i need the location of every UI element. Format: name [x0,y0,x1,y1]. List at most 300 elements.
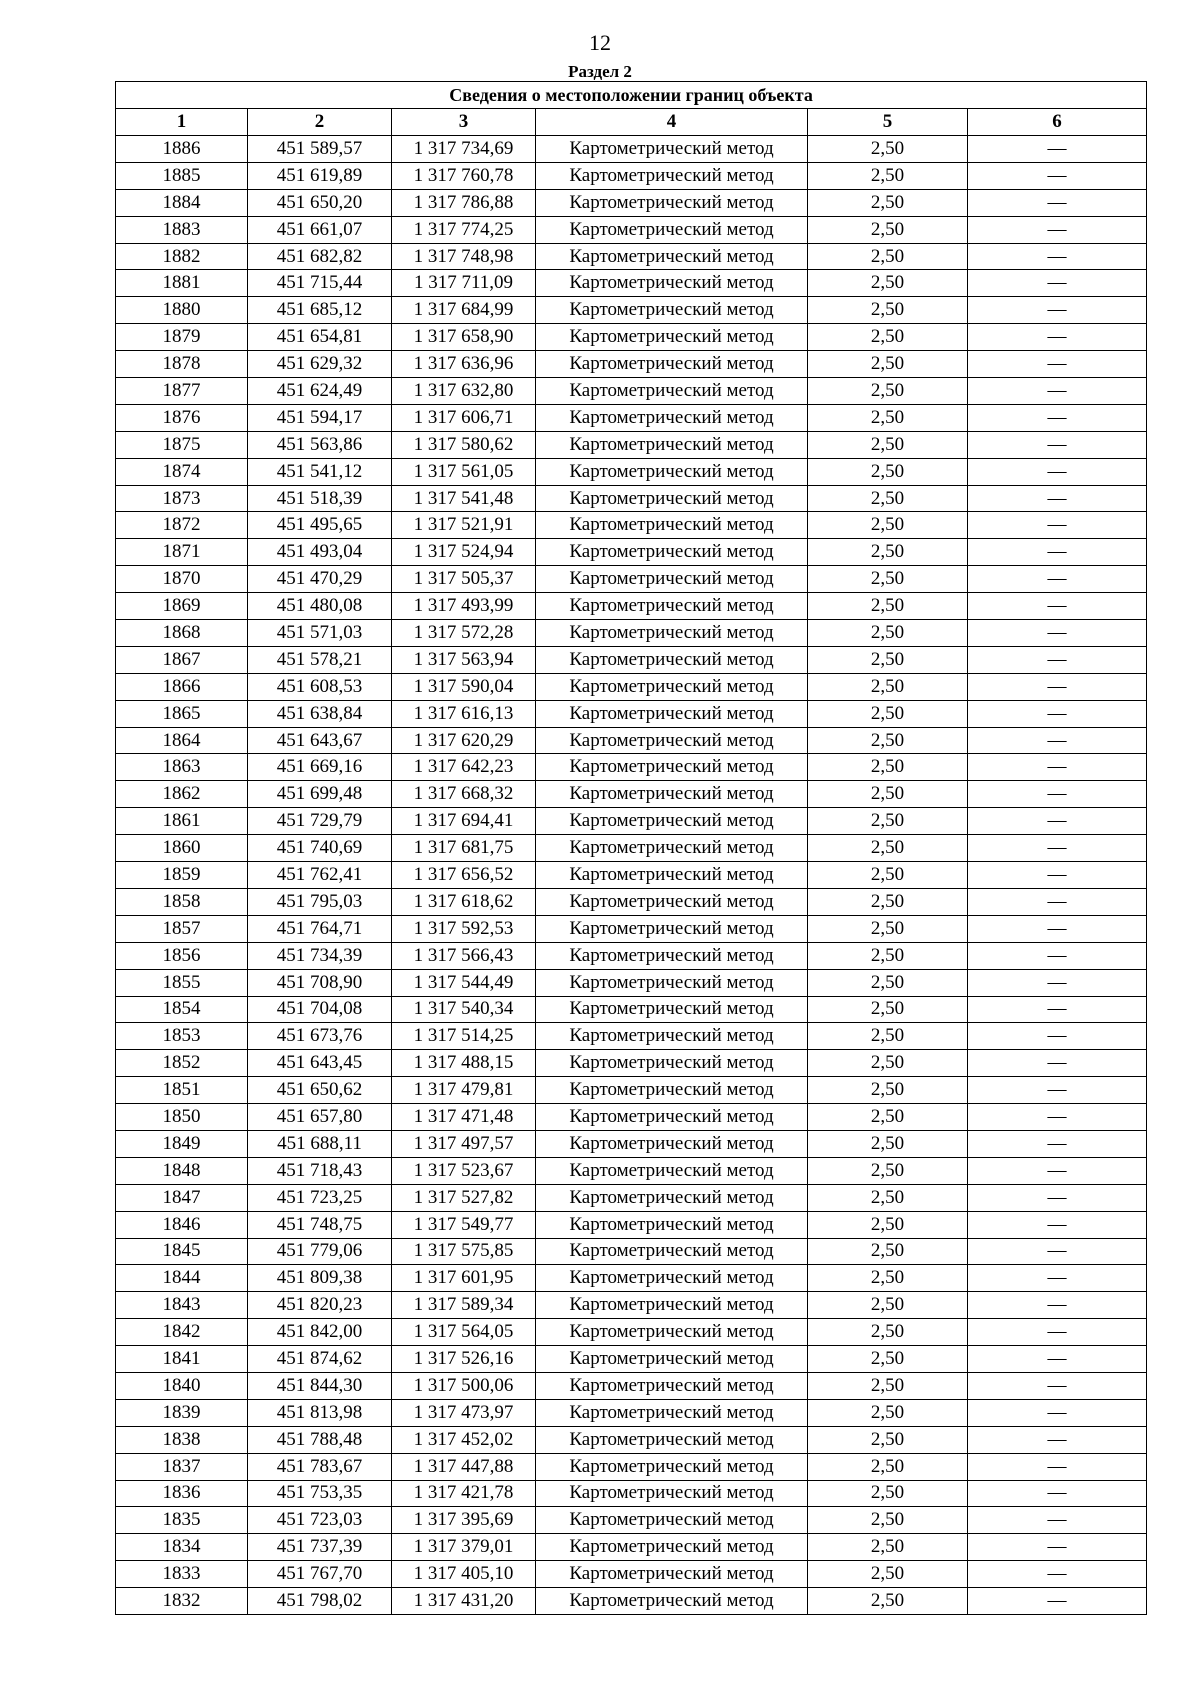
cell-point-number: 1860 [116,835,248,862]
table-row [116,1157,1147,1184]
cell-coordinate-y: 1 317 471,48 [392,1104,536,1131]
table-row [116,996,1147,1023]
cell-method: Картометрический метод [536,1104,808,1131]
cell-coordinate-x: 451 874,62 [248,1346,392,1373]
page-number: 12 [589,30,611,55]
cell-point-number: 1872 [116,512,248,539]
cell-accuracy: 2,50 [808,458,968,485]
table-row [116,404,1147,431]
cell-accuracy: 2,50 [808,270,968,297]
cell-point-number: 1859 [116,862,248,889]
cell-method: Картометрический метод [536,512,808,539]
cell-description: — [968,888,1147,915]
cell-coordinate-x: 451 762,41 [248,862,392,889]
cell-coordinate-y: 1 317 505,37 [392,566,536,593]
table-row [116,1399,1147,1426]
cell-description: — [968,942,1147,969]
cell-accuracy: 2,50 [808,243,968,270]
cell-coordinate-x: 451 654,81 [248,324,392,351]
cell-method: Картометрический метод [536,1561,808,1588]
cell-coordinate-y: 1 317 514,25 [392,1023,536,1050]
table-row [116,351,1147,378]
cell-accuracy: 2,50 [808,566,968,593]
cell-coordinate-y: 1 317 379,01 [392,1534,536,1561]
cell-coordinate-x: 451 734,39 [248,942,392,969]
cell-coordinate-x: 451 518,39 [248,485,392,512]
cell-accuracy: 2,50 [808,1453,968,1480]
cell-description: — [968,1319,1147,1346]
cell-point-number: 1833 [116,1561,248,1588]
table-row [116,1507,1147,1534]
cell-description: — [968,1426,1147,1453]
cell-point-number: 1845 [116,1238,248,1265]
cell-point-number: 1839 [116,1399,248,1426]
cell-coordinate-y: 1 317 668,32 [392,781,536,808]
cell-method: Картометрический метод [536,431,808,458]
cell-point-number: 1842 [116,1319,248,1346]
cell-point-number: 1848 [116,1157,248,1184]
table-row [116,243,1147,270]
cell-description: — [968,324,1147,351]
cell-description: — [968,727,1147,754]
cell-method: Картометрический метод [536,1157,808,1184]
cell-coordinate-x: 451 764,71 [248,915,392,942]
cell-point-number: 1862 [116,781,248,808]
table-row [116,1534,1147,1561]
cell-description: — [968,915,1147,942]
cell-method: Картометрический метод [536,324,808,351]
column-number-6: 6 [968,109,1147,136]
cell-method: Картометрический метод [536,862,808,889]
cell-point-number: 1834 [116,1534,248,1561]
cell-point-number: 1836 [116,1480,248,1507]
cell-point-number: 1838 [116,1426,248,1453]
cell-coordinate-y: 1 317 694,41 [392,808,536,835]
cell-coordinate-x: 451 688,11 [248,1130,392,1157]
cell-accuracy: 2,50 [808,404,968,431]
cell-point-number: 1840 [116,1372,248,1399]
cell-coordinate-y: 1 317 405,10 [392,1561,536,1588]
cell-point-number: 1857 [116,915,248,942]
cell-coordinate-x: 451 638,84 [248,700,392,727]
cell-coordinate-y: 1 317 564,05 [392,1319,536,1346]
cell-accuracy: 2,50 [808,1561,968,1588]
cell-coordinate-y: 1 317 561,05 [392,458,536,485]
cell-point-number: 1873 [116,485,248,512]
table-row [116,216,1147,243]
table-row [116,378,1147,405]
cell-description: — [968,485,1147,512]
cell-accuracy: 2,50 [808,1507,968,1534]
table-row [116,1211,1147,1238]
table-row [116,1130,1147,1157]
cell-coordinate-x: 451 704,08 [248,996,392,1023]
cell-method: Картометрический метод [536,1426,808,1453]
cell-coordinate-y: 1 317 580,62 [392,431,536,458]
table-row [116,1426,1147,1453]
cell-accuracy: 2,50 [808,1050,968,1077]
cell-coordinate-x: 451 729,79 [248,808,392,835]
cell-description: — [968,835,1147,862]
cell-coordinate-x: 451 563,86 [248,431,392,458]
cell-coordinate-x: 451 673,76 [248,1023,392,1050]
table-row [116,1319,1147,1346]
cell-point-number: 1881 [116,270,248,297]
cell-coordinate-x: 451 608,53 [248,673,392,700]
cell-description: — [968,781,1147,808]
table-row [116,566,1147,593]
table-row [116,673,1147,700]
cell-accuracy: 2,50 [808,1319,968,1346]
cell-accuracy: 2,50 [808,620,968,647]
cell-description: — [968,1480,1147,1507]
cell-description: — [968,996,1147,1023]
cell-description: — [968,808,1147,835]
cell-accuracy: 2,50 [808,1077,968,1104]
cell-coordinate-y: 1 317 620,29 [392,727,536,754]
cell-coordinate-x: 451 718,43 [248,1157,392,1184]
cell-method: Картометрический метод [536,593,808,620]
section-title: Раздел 2 [568,62,632,81]
cell-method: Картометрический метод [536,727,808,754]
table-row [116,1050,1147,1077]
table-caption: Сведения о местоположении границ объекта [116,82,1147,109]
cell-description: — [968,1077,1147,1104]
cell-coordinate-x: 451 723,25 [248,1184,392,1211]
cell-point-number: 1854 [116,996,248,1023]
cell-coordinate-y: 1 317 592,53 [392,915,536,942]
cell-accuracy: 2,50 [808,431,968,458]
table-row [116,1292,1147,1319]
cell-coordinate-x: 451 842,00 [248,1319,392,1346]
cell-coordinate-y: 1 317 447,88 [392,1453,536,1480]
cell-point-number: 1851 [116,1077,248,1104]
cell-description: — [968,351,1147,378]
cell-method: Картометрический метод [536,700,808,727]
cell-description: — [968,162,1147,189]
table-row [116,431,1147,458]
cell-coordinate-y: 1 317 500,06 [392,1372,536,1399]
cell-point-number: 1878 [116,351,248,378]
table-row [116,727,1147,754]
cell-method: Картометрический метод [536,754,808,781]
cell-coordinate-x: 451 753,35 [248,1480,392,1507]
cell-coordinate-y: 1 317 684,99 [392,297,536,324]
cell-coordinate-x: 451 813,98 [248,1399,392,1426]
table-row [116,862,1147,889]
cell-point-number: 1855 [116,969,248,996]
cell-point-number: 1871 [116,539,248,566]
table-row [116,781,1147,808]
cell-accuracy: 2,50 [808,888,968,915]
table-row [116,1104,1147,1131]
cell-point-number: 1858 [116,888,248,915]
cell-point-number: 1856 [116,942,248,969]
cell-coordinate-x: 451 788,48 [248,1426,392,1453]
cell-point-number: 1865 [116,700,248,727]
cell-description: — [968,189,1147,216]
cell-accuracy: 2,50 [808,351,968,378]
cell-accuracy: 2,50 [808,1238,968,1265]
table-row [116,1023,1147,1050]
cell-method: Картометрический метод [536,620,808,647]
cell-coordinate-y: 1 317 488,15 [392,1050,536,1077]
cell-point-number: 1884 [116,189,248,216]
cell-method: Картометрический метод [536,1265,808,1292]
cell-method: Картометрический метод [536,243,808,270]
cell-coordinate-x: 451 480,08 [248,593,392,620]
cell-coordinate-y: 1 317 636,96 [392,351,536,378]
cell-description: — [968,1265,1147,1292]
boundary-coordinates-table [115,81,1147,1615]
table-row [116,942,1147,969]
cell-point-number: 1868 [116,620,248,647]
cell-description: — [968,136,1147,163]
cell-coordinate-y: 1 317 497,57 [392,1130,536,1157]
table-row [116,1238,1147,1265]
cell-point-number: 1849 [116,1130,248,1157]
table-row [116,270,1147,297]
cell-point-number: 1883 [116,216,248,243]
cell-description: — [968,700,1147,727]
cell-coordinate-x: 451 685,12 [248,297,392,324]
table-row [116,512,1147,539]
cell-method: Картометрический метод [536,1292,808,1319]
cell-method: Картометрический метод [536,1507,808,1534]
cell-accuracy: 2,50 [808,485,968,512]
cell-point-number: 1874 [116,458,248,485]
table-header [116,82,1147,136]
cell-method: Картометрический метод [536,1211,808,1238]
cell-accuracy: 2,50 [808,727,968,754]
cell-coordinate-x: 451 541,12 [248,458,392,485]
cell-method: Картометрический метод [536,888,808,915]
cell-coordinate-y: 1 317 395,69 [392,1507,536,1534]
cell-description: — [968,593,1147,620]
cell-description: — [968,673,1147,700]
cell-coordinate-y: 1 317 658,90 [392,324,536,351]
cell-coordinate-y: 1 317 544,49 [392,969,536,996]
table-row [116,189,1147,216]
cell-accuracy: 2,50 [808,942,968,969]
cell-coordinate-y: 1 317 527,82 [392,1184,536,1211]
cell-coordinate-y: 1 317 473,97 [392,1399,536,1426]
cell-coordinate-y: 1 317 632,80 [392,378,536,405]
cell-point-number: 1879 [116,324,248,351]
cell-accuracy: 2,50 [808,162,968,189]
cell-point-number: 1852 [116,1050,248,1077]
cell-accuracy: 2,50 [808,1588,968,1615]
cell-accuracy: 2,50 [808,700,968,727]
cell-method: Картометрический метод [536,915,808,942]
cell-coordinate-x: 451 783,67 [248,1453,392,1480]
table-row [116,620,1147,647]
cell-coordinate-x: 451 578,21 [248,646,392,673]
cell-accuracy: 2,50 [808,1157,968,1184]
cell-coordinate-y: 1 317 575,85 [392,1238,536,1265]
cell-method: Картометрический метод [536,1588,808,1615]
cell-coordinate-y: 1 317 563,94 [392,646,536,673]
cell-coordinate-y: 1 317 681,75 [392,835,536,862]
cell-description: — [968,862,1147,889]
cell-description: — [968,620,1147,647]
cell-coordinate-x: 451 643,45 [248,1050,392,1077]
cell-coordinate-x: 451 669,16 [248,754,392,781]
cell-coordinate-x: 451 657,80 [248,1104,392,1131]
cell-coordinate-y: 1 317 760,78 [392,162,536,189]
cell-description: — [968,243,1147,270]
cell-point-number: 1847 [116,1184,248,1211]
cell-description: — [968,566,1147,593]
cell-coordinate-y: 1 317 711,09 [392,270,536,297]
cell-coordinate-y: 1 317 479,81 [392,1077,536,1104]
table-row [116,1184,1147,1211]
cell-accuracy: 2,50 [808,189,968,216]
column-number-4: 4 [536,109,808,136]
cell-method: Картометрический метод [536,458,808,485]
cell-method: Картометрический метод [536,270,808,297]
cell-accuracy: 2,50 [808,862,968,889]
table-row [116,1480,1147,1507]
cell-method: Картометрический метод [536,136,808,163]
column-number-1: 1 [116,109,248,136]
cell-method: Картометрический метод [536,1050,808,1077]
cell-description: — [968,1104,1147,1131]
table-row [116,297,1147,324]
cell-point-number: 1844 [116,1265,248,1292]
cell-method: Картометрический метод [536,1480,808,1507]
table-row [116,1453,1147,1480]
cell-method: Картометрический метод [536,1372,808,1399]
cell-coordinate-y: 1 317 521,91 [392,512,536,539]
table-row [116,162,1147,189]
cell-description: — [968,1238,1147,1265]
cell-method: Картометрический метод [536,1399,808,1426]
table-row [116,754,1147,781]
column-number-5: 5 [808,109,968,136]
table-row [116,324,1147,351]
cell-coordinate-x: 451 470,29 [248,566,392,593]
cell-method: Картометрический метод [536,1130,808,1157]
table-row [116,915,1147,942]
table-row [116,1346,1147,1373]
cell-description: — [968,458,1147,485]
cell-accuracy: 2,50 [808,297,968,324]
cell-point-number: 1863 [116,754,248,781]
cell-point-number: 1864 [116,727,248,754]
cell-accuracy: 2,50 [808,1426,968,1453]
cell-accuracy: 2,50 [808,1265,968,1292]
cell-coordinate-y: 1 317 616,13 [392,700,536,727]
cell-description: — [968,216,1147,243]
cell-description: — [968,1346,1147,1373]
cell-point-number: 1869 [116,593,248,620]
cell-accuracy: 2,50 [808,512,968,539]
cell-point-number: 1837 [116,1453,248,1480]
cell-coordinate-x: 451 495,65 [248,512,392,539]
cell-point-number: 1877 [116,378,248,405]
cell-description: — [968,1023,1147,1050]
cell-accuracy: 2,50 [808,1292,968,1319]
cell-accuracy: 2,50 [808,754,968,781]
cell-method: Картометрический метод [536,162,808,189]
cell-accuracy: 2,50 [808,969,968,996]
cell-coordinate-x: 451 624,49 [248,378,392,405]
cell-coordinate-y: 1 317 421,78 [392,1480,536,1507]
cell-coordinate-x: 451 699,48 [248,781,392,808]
cell-coordinate-x: 451 820,23 [248,1292,392,1319]
table-row [116,969,1147,996]
cell-coordinate-y: 1 317 523,67 [392,1157,536,1184]
cell-coordinate-y: 1 317 566,43 [392,942,536,969]
cell-accuracy: 2,50 [808,1023,968,1050]
cell-description: — [968,512,1147,539]
cell-description: — [968,1399,1147,1426]
cell-method: Картометрический метод [536,835,808,862]
cell-method: Картометрический метод [536,378,808,405]
cell-accuracy: 2,50 [808,216,968,243]
cell-accuracy: 2,50 [808,808,968,835]
cell-description: — [968,1453,1147,1480]
cell-coordinate-x: 451 740,69 [248,835,392,862]
cell-method: Картометрический метод [536,808,808,835]
cell-description: — [968,1184,1147,1211]
cell-point-number: 1843 [116,1292,248,1319]
cell-method: Картометрический метод [536,1023,808,1050]
cell-description: — [968,1050,1147,1077]
cell-method: Картометрический метод [536,1534,808,1561]
cell-coordinate-y: 1 317 734,69 [392,136,536,163]
cell-point-number: 1885 [116,162,248,189]
cell-coordinate-x: 451 589,57 [248,136,392,163]
cell-coordinate-x: 451 767,70 [248,1561,392,1588]
table-caption-row [116,82,1147,109]
cell-description: — [968,431,1147,458]
cell-accuracy: 2,50 [808,378,968,405]
cell-point-number: 1880 [116,297,248,324]
cell-point-number: 1861 [116,808,248,835]
cell-point-number: 1853 [116,1023,248,1050]
cell-method: Картометрический метод [536,539,808,566]
cell-coordinate-y: 1 317 541,48 [392,485,536,512]
cell-description: — [968,297,1147,324]
column-numbers-row [116,109,1147,136]
cell-description: — [968,1130,1147,1157]
cell-accuracy: 2,50 [808,1480,968,1507]
cell-accuracy: 2,50 [808,1104,968,1131]
cell-coordinate-y: 1 317 748,98 [392,243,536,270]
cell-method: Картометрический метод [536,969,808,996]
cell-point-number: 1882 [116,243,248,270]
cell-accuracy: 2,50 [808,593,968,620]
cell-description: — [968,1588,1147,1615]
cell-description: — [968,1157,1147,1184]
table-body [116,136,1147,1615]
cell-method: Картометрический метод [536,1077,808,1104]
table-row [116,888,1147,915]
cell-coordinate-y: 1 317 589,34 [392,1292,536,1319]
cell-coordinate-x: 451 779,06 [248,1238,392,1265]
cell-description: — [968,754,1147,781]
cell-coordinate-y: 1 317 572,28 [392,620,536,647]
cell-point-number: 1875 [116,431,248,458]
cell-method: Картометрический метод [536,404,808,431]
cell-coordinate-y: 1 317 526,16 [392,1346,536,1373]
cell-coordinate-x: 451 748,75 [248,1211,392,1238]
table-row [116,808,1147,835]
cell-coordinate-x: 451 650,20 [248,189,392,216]
cell-method: Картометрический метод [536,216,808,243]
